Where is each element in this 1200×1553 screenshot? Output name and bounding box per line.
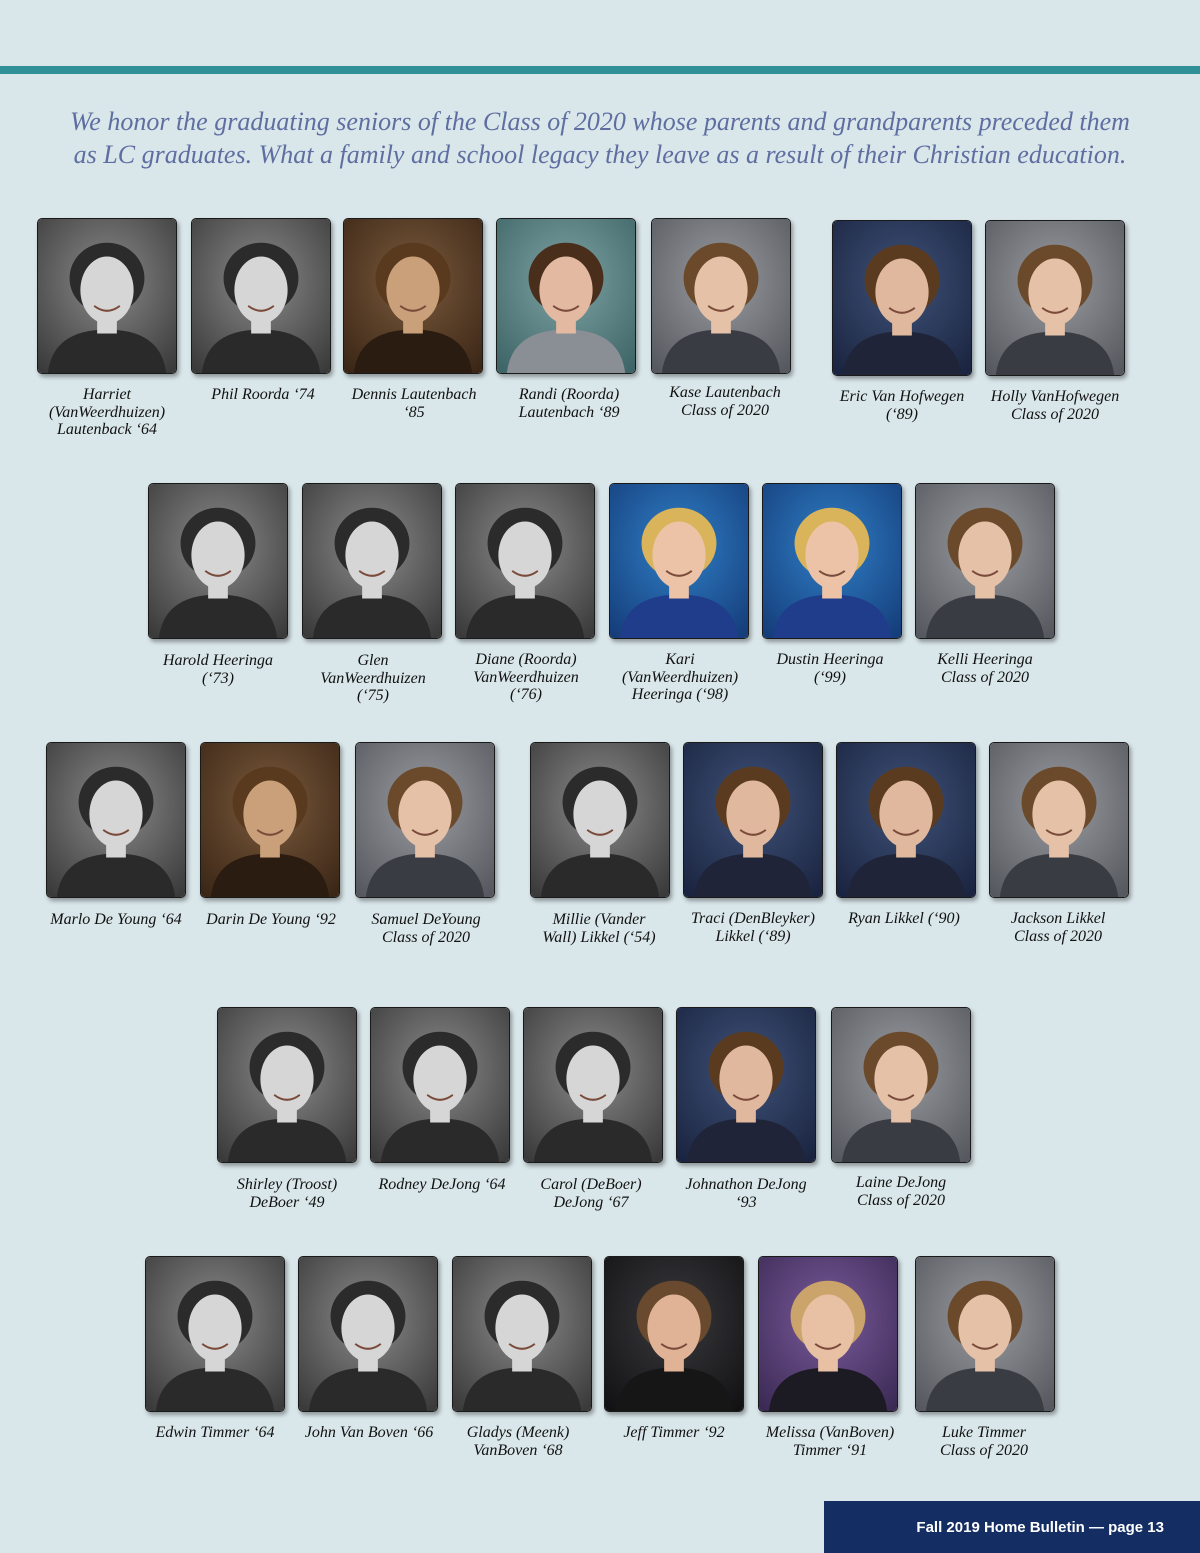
portrait-face — [958, 522, 1011, 589]
portrait-photo — [355, 742, 495, 898]
portrait-face — [386, 257, 439, 324]
caption-line: Millie (Vander — [552, 911, 646, 928]
portrait-caption — [178, 386, 348, 404]
portrait-face — [801, 1295, 854, 1362]
portrait-face — [345, 522, 398, 589]
caption-line: (VanWeerdhuizen) — [621, 668, 739, 686]
caption-line: (‘89) — [886, 405, 918, 423]
caption-line: Samuel DeYoung — [371, 911, 481, 928]
portrait-image — [47, 743, 185, 897]
caption-line: Lautenbach ‘89 — [518, 403, 620, 421]
portrait-face — [413, 1046, 466, 1113]
portrait-face — [498, 522, 551, 589]
portrait-face — [647, 1295, 700, 1362]
portrait-image — [356, 743, 494, 897]
caption-line: Kelli Heeringa — [937, 651, 1033, 668]
portrait-caption — [595, 651, 765, 704]
portrait-image — [684, 743, 822, 897]
portrait-face — [539, 257, 592, 324]
portrait-photo — [609, 483, 749, 639]
caption-line: Laine DeJong — [855, 1174, 947, 1191]
portrait-photo — [145, 1256, 285, 1412]
portrait-photo — [989, 742, 1129, 898]
portrait-image — [453, 1257, 591, 1411]
caption-line: Class of 2020 — [940, 668, 1029, 686]
portrait-image — [832, 1008, 970, 1162]
portrait-photo — [217, 1007, 357, 1163]
portrait-face — [573, 781, 626, 848]
portrait-image — [149, 484, 287, 638]
caption-line: Harriet — [83, 386, 131, 403]
caption-line: Rodney DeJong ‘64 — [378, 1176, 506, 1193]
portrait-image — [531, 743, 669, 897]
portrait-face — [89, 781, 142, 848]
portrait-photo — [758, 1256, 898, 1412]
caption-line: Phil Roorda ‘74 — [211, 386, 315, 403]
caption-line: Carol (DeBoer) — [540, 1176, 642, 1193]
portrait-face — [879, 781, 932, 848]
caption-line: Johnathon DeJong — [685, 1176, 807, 1193]
top-divider — [0, 66, 1200, 74]
portrait-photo — [836, 742, 976, 898]
portrait-image — [763, 484, 901, 638]
portrait-image — [610, 484, 748, 638]
portrait-caption — [661, 1176, 831, 1211]
caption-line: Class of 2020 — [856, 1191, 945, 1209]
portrait-image — [201, 743, 339, 897]
caption-line: Wall) Likkel (‘54) — [542, 928, 656, 946]
portrait-photo — [191, 218, 331, 374]
portrait-photo — [762, 483, 902, 639]
portrait-caption — [31, 911, 201, 929]
portrait-face — [188, 1295, 241, 1362]
caption-line: Jeff Timmer ‘92 — [623, 1424, 725, 1441]
portrait-caption — [329, 386, 499, 421]
portrait-photo — [452, 1256, 592, 1412]
portrait-image — [192, 219, 330, 373]
caption-line: (VanWeerdhuizen) — [48, 403, 166, 421]
portrait-face — [80, 257, 133, 324]
caption-line: Holly VanHofwegen — [990, 388, 1120, 405]
portrait-image — [299, 1257, 437, 1411]
portrait-image — [371, 1008, 509, 1162]
caption-line: DeJong ‘67 — [553, 1193, 629, 1211]
portrait-face — [398, 781, 451, 848]
portrait-face — [719, 1046, 772, 1113]
portrait-photo — [832, 220, 972, 376]
footer-label: Fall 2019 Home Bulletin — page 13 — [916, 1519, 1164, 1536]
portrait-photo — [651, 218, 791, 374]
portrait-face — [652, 522, 705, 589]
portrait-image — [759, 1257, 897, 1411]
portrait-image — [497, 219, 635, 373]
portrait-photo — [683, 742, 823, 898]
portrait-caption — [441, 651, 611, 704]
caption-line: VanWeerdhuizen — [473, 668, 579, 686]
portrait-caption — [816, 1174, 986, 1209]
portrait-photo — [455, 483, 595, 639]
caption-line: Kase Lautenbach — [669, 384, 781, 401]
caption-line: Class of 2020 — [1010, 405, 1099, 423]
caption-line: Traci (DenBleyker) — [691, 910, 815, 927]
portrait-image — [218, 1008, 356, 1162]
caption-line: Shirley (Troost) — [236, 1176, 338, 1193]
caption-line: Dennis Lautenbach — [351, 386, 477, 403]
portrait-image — [344, 219, 482, 373]
portrait-photo — [298, 1256, 438, 1412]
portrait-photo — [604, 1256, 744, 1412]
caption-line: Harold Heeringa — [162, 652, 274, 669]
caption-line: Class of 2020 — [381, 928, 470, 946]
caption-line: Jackson Likkel — [1010, 910, 1106, 927]
caption-line: (‘73) — [202, 669, 234, 687]
portrait-photo — [915, 1256, 1055, 1412]
portrait-face — [495, 1295, 548, 1362]
portrait-photo — [37, 218, 177, 374]
caption-line: Luke Timmer — [942, 1424, 1026, 1441]
intro-line-1: We honor the graduating seniors of the Class of 2020 whose parents and grandparents preceded them — [70, 107, 1130, 136]
portrait-caption — [973, 910, 1143, 945]
caption-line: Lautenback ‘64 — [57, 421, 157, 438]
portrait-face — [243, 781, 296, 848]
portrait-image — [833, 221, 971, 375]
portrait-image — [677, 1008, 815, 1162]
portrait-caption — [899, 1424, 1069, 1459]
portrait-photo — [985, 220, 1125, 376]
portrait-image — [990, 743, 1128, 897]
portrait-photo — [46, 742, 186, 898]
caption-line: Timmer ‘91 — [792, 1441, 868, 1459]
portrait-face — [875, 259, 928, 326]
portrait-image — [524, 1008, 662, 1162]
portrait-face — [1032, 781, 1085, 848]
portrait-face — [1028, 259, 1081, 326]
portrait-photo — [370, 1007, 510, 1163]
portrait-photo — [523, 1007, 663, 1163]
caption-line: Melissa (VanBoven) — [765, 1424, 895, 1441]
caption-line: Darin De Young ‘92 — [206, 911, 336, 928]
portrait-photo — [302, 483, 442, 639]
portrait-caption — [484, 386, 654, 421]
caption-line: (‘75) — [357, 687, 389, 704]
caption-line: Class of 2020 — [1013, 927, 1102, 945]
portrait-caption — [357, 1176, 527, 1194]
portrait-caption — [817, 388, 987, 423]
caption-line: VanBoven ‘68 — [473, 1441, 563, 1459]
caption-line: Randi (Roorda) — [518, 386, 620, 403]
caption-line: ‘93 — [735, 1193, 757, 1211]
portrait-photo — [148, 483, 288, 639]
caption-line: Diane (Roorda) — [475, 651, 577, 668]
caption-line: (‘99) — [814, 668, 846, 686]
caption-line: Likkel (‘89) — [715, 927, 791, 945]
caption-line: Dustin Heeringa — [776, 651, 884, 668]
portrait-face — [694, 257, 747, 324]
portrait-image — [605, 1257, 743, 1411]
caption-line: Class of 2020 — [939, 1441, 1028, 1459]
portrait-caption — [668, 910, 838, 945]
page-footer — [824, 1501, 1200, 1553]
portrait-caption — [341, 911, 511, 946]
portrait-photo — [676, 1007, 816, 1163]
portrait-image — [986, 221, 1124, 375]
caption-line: Ryan Likkel (‘90) — [848, 910, 960, 927]
portrait-photo — [915, 483, 1055, 639]
caption-line: Gladys (Meenk) — [466, 1424, 570, 1441]
portrait-image — [303, 484, 441, 638]
intro-text — [40, 105, 1160, 171]
portrait-image — [38, 219, 176, 373]
portrait-caption — [288, 652, 458, 705]
portrait-caption — [819, 910, 989, 928]
portrait-face — [566, 1046, 619, 1113]
caption-line: Heeringa (‘98) — [631, 686, 729, 703]
portrait-caption — [284, 1424, 454, 1442]
caption-line: Class of 2020 — [680, 401, 769, 419]
portrait-image — [456, 484, 594, 638]
portrait-caption — [22, 386, 192, 439]
portrait-image — [916, 484, 1054, 638]
portrait-caption — [745, 651, 915, 686]
portrait-image — [916, 1257, 1054, 1411]
portrait-caption — [506, 1176, 676, 1211]
caption-line: Edwin Timmer ‘64 — [155, 1424, 275, 1441]
portrait-caption — [640, 384, 810, 419]
portrait-caption — [745, 1424, 915, 1459]
portrait-image — [837, 743, 975, 897]
caption-line: DeBoer ‘49 — [249, 1193, 325, 1211]
caption-line: (‘76) — [510, 686, 542, 703]
portrait-photo — [496, 218, 636, 374]
portrait-face — [726, 781, 779, 848]
portrait-face — [191, 522, 244, 589]
caption-line: Kari — [665, 651, 695, 668]
portrait-face — [234, 257, 287, 324]
portrait-caption — [970, 388, 1140, 423]
portrait-caption — [433, 1424, 603, 1459]
portrait-photo — [530, 742, 670, 898]
portrait-caption — [133, 652, 303, 687]
portrait-image — [652, 219, 790, 373]
caption-line: Eric Van Hofwegen — [839, 388, 965, 405]
caption-line: Glen — [357, 652, 389, 669]
caption-line: VanWeerdhuizen — [320, 669, 426, 687]
caption-line: John Van Boven ‘66 — [304, 1424, 434, 1441]
portrait-caption — [202, 1176, 372, 1211]
portrait-face — [260, 1046, 313, 1113]
portrait-photo — [831, 1007, 971, 1163]
portrait-caption — [186, 911, 356, 929]
portrait-face — [805, 522, 858, 589]
intro-line-2: as LC graduates. What a family and school legacy they leave as a result of their Christian education. — [73, 140, 1127, 169]
portrait-face — [341, 1295, 394, 1362]
portrait-caption — [130, 1424, 300, 1442]
portrait-caption — [589, 1424, 759, 1442]
caption-line: Marlo De Young ‘64 — [50, 911, 182, 928]
portrait-image — [146, 1257, 284, 1411]
caption-line: ‘85 — [403, 403, 425, 421]
portrait-face — [958, 1295, 1011, 1362]
portrait-caption — [900, 651, 1070, 686]
portrait-photo — [343, 218, 483, 374]
portrait-caption — [514, 911, 684, 946]
portrait-face — [874, 1046, 927, 1113]
portrait-photo — [200, 742, 340, 898]
